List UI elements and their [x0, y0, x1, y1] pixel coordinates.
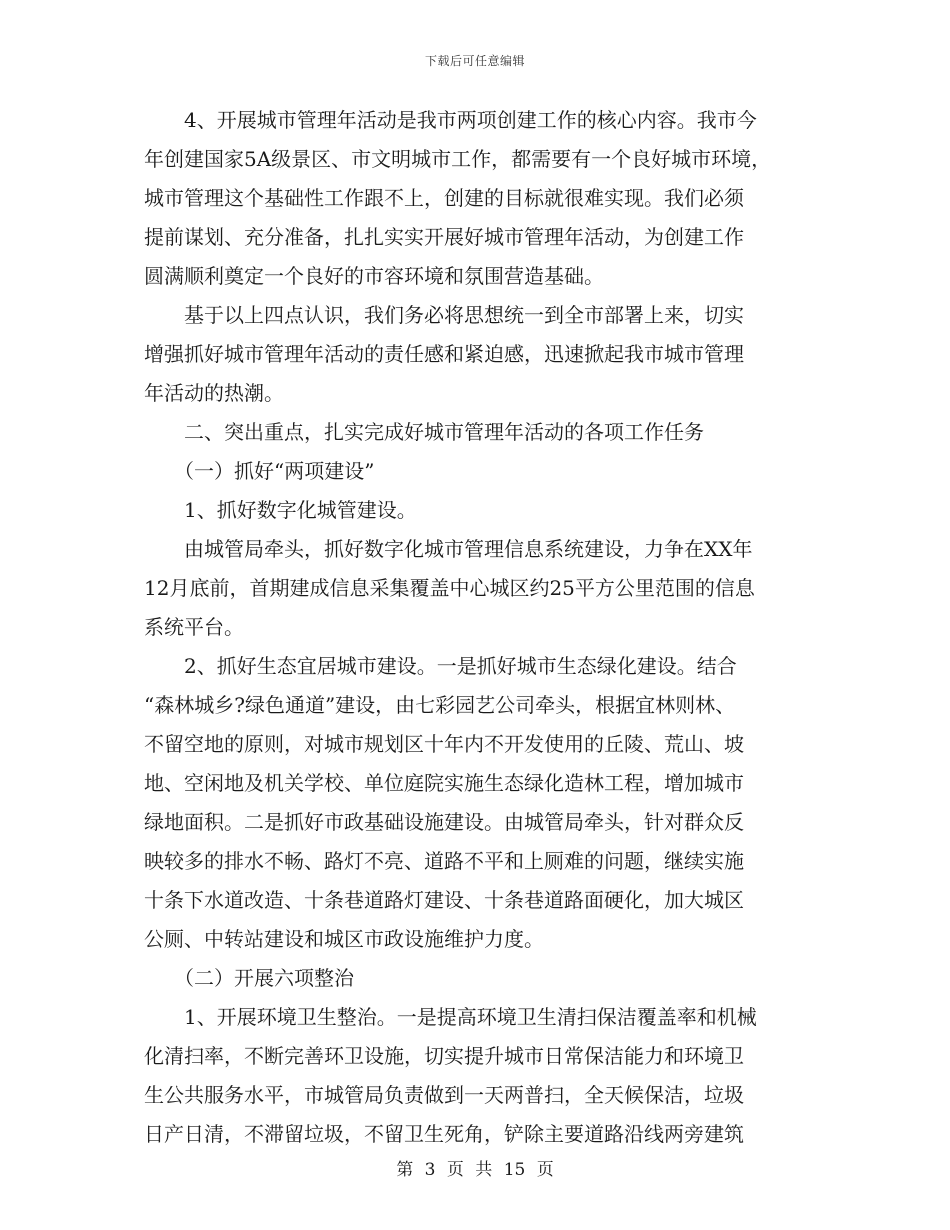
- subsection-heading: （一）抓好“两项建设”: [144, 459, 375, 483]
- text-line: 基于以上四点认识，我们务必将思想统一到全市部署上来，切实: [144, 303, 744, 327]
- text-line: 提前谋划、充分准备，扎扎实实开展好城市管理年活动，为创建工作: [144, 225, 744, 249]
- text-line: 系统平台。: [144, 615, 244, 639]
- text-line: 十条下水道改造、十条巷道路灯建设、十条巷道路面硬化，加大城区: [144, 888, 744, 912]
- text-line: 4、开展城市管理年活动是我市两项创建工作的核心内容。我市今: [144, 108, 757, 132]
- section-heading: 二、突出重点，扎实完成好城市管理年活动的各项工作任务: [144, 420, 704, 444]
- item-heading: 1、抓好数字化城管建设。: [144, 498, 417, 522]
- text-line: 年活动的热潮。: [144, 381, 284, 405]
- text-line: 由城管局牵头，抓好数字化城市管理信息系统建设，力争在XX年: [144, 537, 753, 561]
- text-line: “森林城乡?绿色通道”建设，由七彩园艺公司牵头，根据宜林则林、: [144, 693, 736, 717]
- text-line: 圆满顺利奠定一个良好的市容环境和氛围营造基础。: [144, 264, 604, 288]
- text-line: 化清扫率，不断完善环卫设施，切实提升城市日常保洁能力和环境卫: [144, 1044, 744, 1068]
- text-line: 映较多的排水不畅、路灯不亮、道路不平和上厕难的问题，继续实施: [144, 849, 744, 873]
- text-line: 2、抓好生态宜居城市建设。一是抓好城市生态绿化建设。结合: [144, 654, 737, 678]
- text-line: 日产日清，不滞留垃圾，不留卫生死角，铲除主要道路沿线两旁建筑: [144, 1122, 744, 1146]
- text-line: 1、开展环境卫生整治。一是提高环境卫生清扫保洁覆盖率和机械: [144, 1005, 757, 1029]
- page-header: 下载后可任意编辑: [424, 54, 525, 68]
- text-line: 12月底前，首期建成信息采集覆盖中心城区约25平方公里范围的信息: [144, 576, 755, 600]
- text-line: 城市管理这个基础性工作跟不上，创建的目标就很难实现。我们必须: [144, 186, 744, 210]
- text-line: 生公共服务水平，市城管局负责做到一天两普扫，全天候保洁，垃圾: [144, 1083, 744, 1107]
- text-line: 绿地面积。二是抓好市政基础设施建设。由城管局牵头，针对群众反: [144, 810, 744, 834]
- text-line: 增强抓好城市管理年活动的责任感和紧迫感，迅速掀起我市城市管理: [144, 342, 744, 366]
- text-line: 不留空地的原则，对城市规划区十年内不开发使用的丘陵、荒山、坡: [144, 732, 744, 756]
- text-line: 地、空闲地及机关学校、单位庭院实施生态绿化造林工程，增加城市: [144, 771, 744, 795]
- text-line: 年创建国家5A级景区、市文明城市工作，都需要有一个良好城市环境，: [144, 147, 772, 171]
- page-number-footer: 第 3 页 共 15 页: [396, 1160, 554, 1180]
- text-line: 公厕、中转站建设和城区市政设施维护力度。: [144, 927, 544, 951]
- subsection-heading: （二）开展六项整治: [144, 966, 354, 990]
